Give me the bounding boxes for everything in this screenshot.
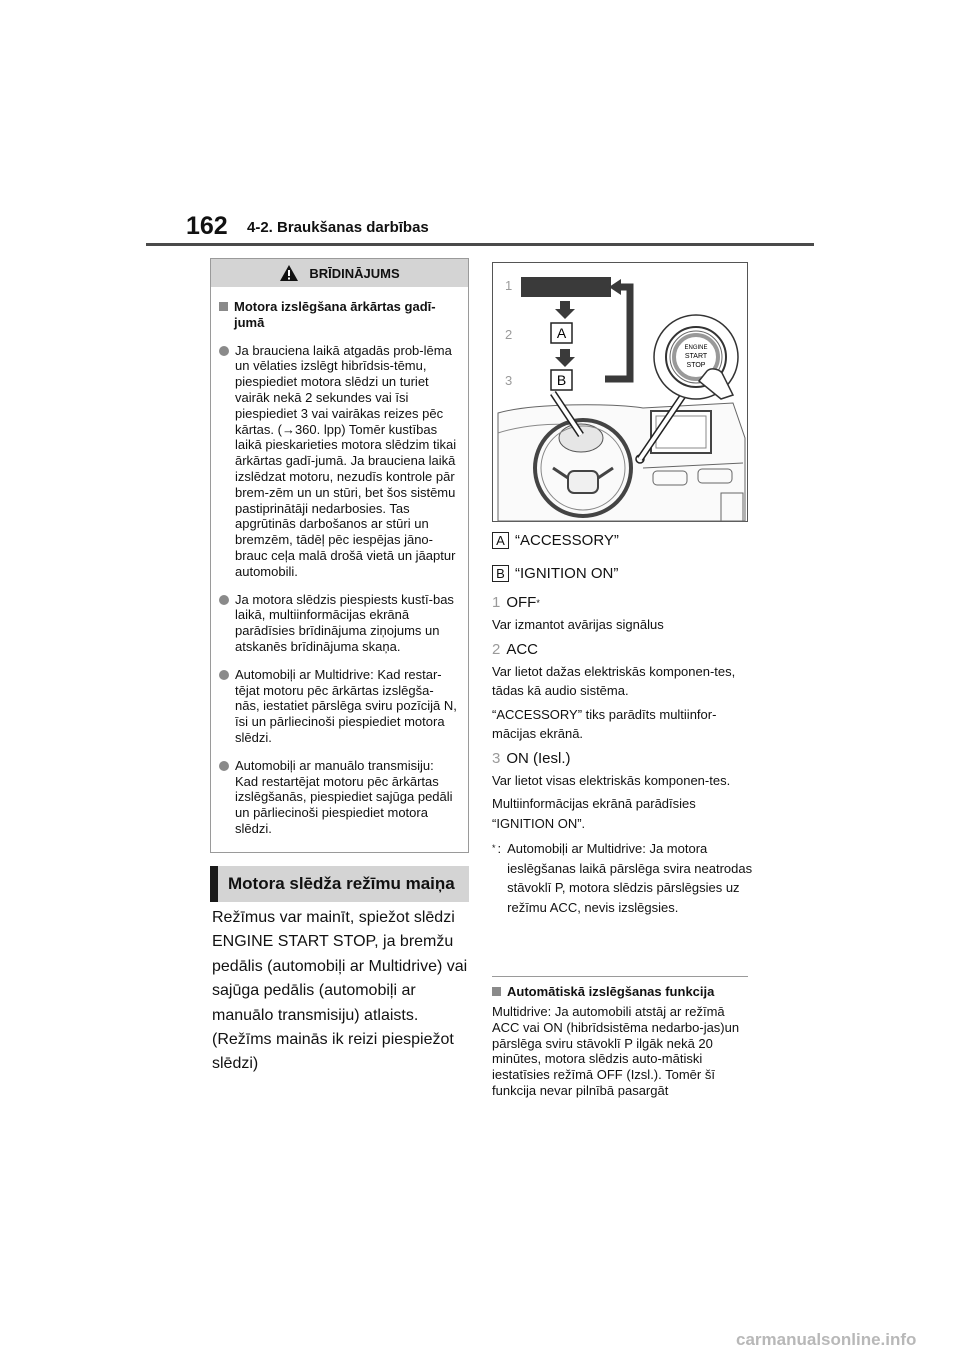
button-label-engine: ENGINE <box>684 345 708 351</box>
legend-b <box>492 565 754 582</box>
auto-off-heading-text: Automātiskā izslēgšanas funkcija <box>507 984 715 999</box>
mode-label: ON (Iesl.) <box>506 749 571 767</box>
legend-a-text: “ACCESSORY” <box>515 532 619 549</box>
warning-triangle-icon <box>279 264 299 282</box>
mode-section-bar <box>210 866 469 902</box>
warning-item <box>219 343 458 580</box>
mode-desc: Var lietot visas elektriskās komponen-tes. <box>492 772 731 788</box>
down-arrow-icon <box>555 301 575 319</box>
mode-section-paragraph: Režīmus var mainīt, spiežot slēdzi ENGINE START STOP, ja bremžu pedālis (automobiļi ar Multidrive) vai sajūga pedālis (automobiļi ar manuālo transmisiju) atlaists. (Režīms mainās ik reizi piespiežot slēdzi) <box>212 909 468 1073</box>
mode-desc: “ACCESSORY” tiks parādīts multiinfor-mācijas ekrānā. <box>492 706 717 741</box>
dot-bullet-icon <box>219 670 229 680</box>
off-bar <box>521 277 611 297</box>
dot-bullet-icon <box>219 346 229 356</box>
warning-box <box>210 258 469 853</box>
warning-item <box>219 758 458 837</box>
legend-b-text: “IGNITION ON” <box>515 565 619 582</box>
dot-bullet-icon <box>219 595 229 605</box>
mode-sup: * <box>536 597 540 608</box>
legend-b-letter: B <box>492 565 509 582</box>
mode-desc: Multiinformācijas ekrānā parādīsies “IGNITION ON”. <box>492 796 696 831</box>
mode-on <box>492 750 754 834</box>
square-bullet-icon <box>219 302 228 311</box>
auto-off-heading <box>492 984 714 999</box>
section-accent <box>210 866 218 902</box>
warning-item-text: Ja motora slēdzis piespiests kustī-bas laikā, multiinformācijas ekrānā parādīsies brīdinājuma ziņojums un atskanēs brīdinājuma skaņa. <box>235 591 454 654</box>
divider <box>492 976 748 977</box>
mode-number: 1 <box>492 594 501 611</box>
warning-item-text: Ja brauciena laikā atgadās prob-lēma un vēlaties izslēgt hibrīdsis-tēmu, piespiediet motora slēdzi un turiet vairāk nekā 2 sekundes vai īsi piespiediet 3 vai vairākas reizes pēc kārtas. (→360. lpp) Tomēr kustības laikā pieskarieties motora slēdzim tikai ārkārtas gadī-jumā. Ja brauciena laikā izslēdzat motoru, nezudīs kontrole pār brem-zēm un un stūri, bet šos sistēmu pastiprinātāji nedarbosies. Tas apgrūtinās darbošanos ar stūri un bremzēm, tādēļ pēc iespējas jāno-brauc ceļa malā drošā vietā un jāaptur automobili. <box>235 342 457 579</box>
auto-off-text: Multidrive: Ja automobili atstāj ar režīmā ACC vai ON (hibrīdsistēma nedarbo-jas)un pārslēga sviru stāvoklī P ilgāk nekā 20 minūtes, motora slēdzis auto-mātiski iestatīsies režīmā OFF (Izsl.). Tomēr šī funkcija nevar pilnībā pasargāt <box>492 1004 740 1098</box>
mode-desc: Var izmantot avārijas signālus <box>492 617 664 632</box>
mode-number: 2 <box>492 640 501 658</box>
mode-section-title: Motora slēdža režīmu maiņa <box>228 874 455 893</box>
mode-acc <box>492 641 754 744</box>
step-number-2: 2 <box>505 327 513 342</box>
button-label-start: START <box>684 353 708 360</box>
return-arrow <box>605 287 630 379</box>
warning-heading <box>219 299 458 331</box>
legend-a-letter: A <box>492 532 509 549</box>
section-title: 4-2. Braukšanas darbības <box>247 219 429 236</box>
down-arrow-icon <box>555 349 575 367</box>
step-number-3: 3 <box>505 373 513 388</box>
watermark: carmanualsonline.info <box>736 1330 917 1349</box>
warning-heading-text: Motora izslēgšana ārkārtas gadī-jumā <box>234 299 436 330</box>
warning-item-text: Automobiļi ar manuālo transmisiju: Kad restartējat motoru pēc ārkārtas izslēgšanās, piespiediet sajūga pedāli un pārliecinoši piespiediet motora slēdzi. <box>235 757 453 836</box>
mode-label: OFF <box>506 594 537 611</box>
mode-off <box>492 594 754 635</box>
step-number-1: 1 <box>505 278 513 293</box>
mode-label: ACC <box>506 640 539 658</box>
warning-item-text: Automobiļi ar Multidrive: Kad restar-tējat motoru pēc ārkārtas izslēgša-nās, iestatiet pārslēga sviru pozīcijā N, īsi un pārliecinoši piespiediet motora slēdzi. <box>235 666 457 745</box>
right-column <box>492 532 754 917</box>
warning-header <box>211 259 468 287</box>
footnote-mark: * <box>492 843 496 853</box>
mode-desc: Var lietot dažas elektriskās komponen-tes, tādas kā audio sistēma. <box>492 663 736 698</box>
warning-body <box>211 287 468 837</box>
mode-number: 3 <box>492 749 501 767</box>
warning-item <box>219 592 458 655</box>
dot-bullet-icon <box>219 761 229 771</box>
button-label-stop: STOP <box>686 362 706 369</box>
header-rule <box>146 243 814 246</box>
warning-title: BRĪDINĀJUMS <box>309 265 400 281</box>
marker-a-letter: A <box>556 325 567 341</box>
square-bullet-icon <box>492 987 501 996</box>
warning-item <box>219 667 458 746</box>
footnote: * : Automobiļi ar Multidrive: Ja motora ieslēgšanas laikā pārslēga svira neatrodas stāvoklī P, motora slēdzis pārslēgsies uz režīmu ACC, nevis izslēgsies. <box>492 839 754 917</box>
marker-b-letter: B <box>556 372 567 388</box>
engine-switch-illustration <box>492 262 748 522</box>
legend-a <box>492 532 754 549</box>
footnote-text: Automobiļi ar Multidrive: Ja motora ieslēgšanas laikā pārslēga svira neatrodas stāvoklī P, motora slēdzis pārslēgsies uz režīmu ACC, nevis izslēgsies. <box>507 841 753 915</box>
page-number: 162 <box>186 212 228 240</box>
